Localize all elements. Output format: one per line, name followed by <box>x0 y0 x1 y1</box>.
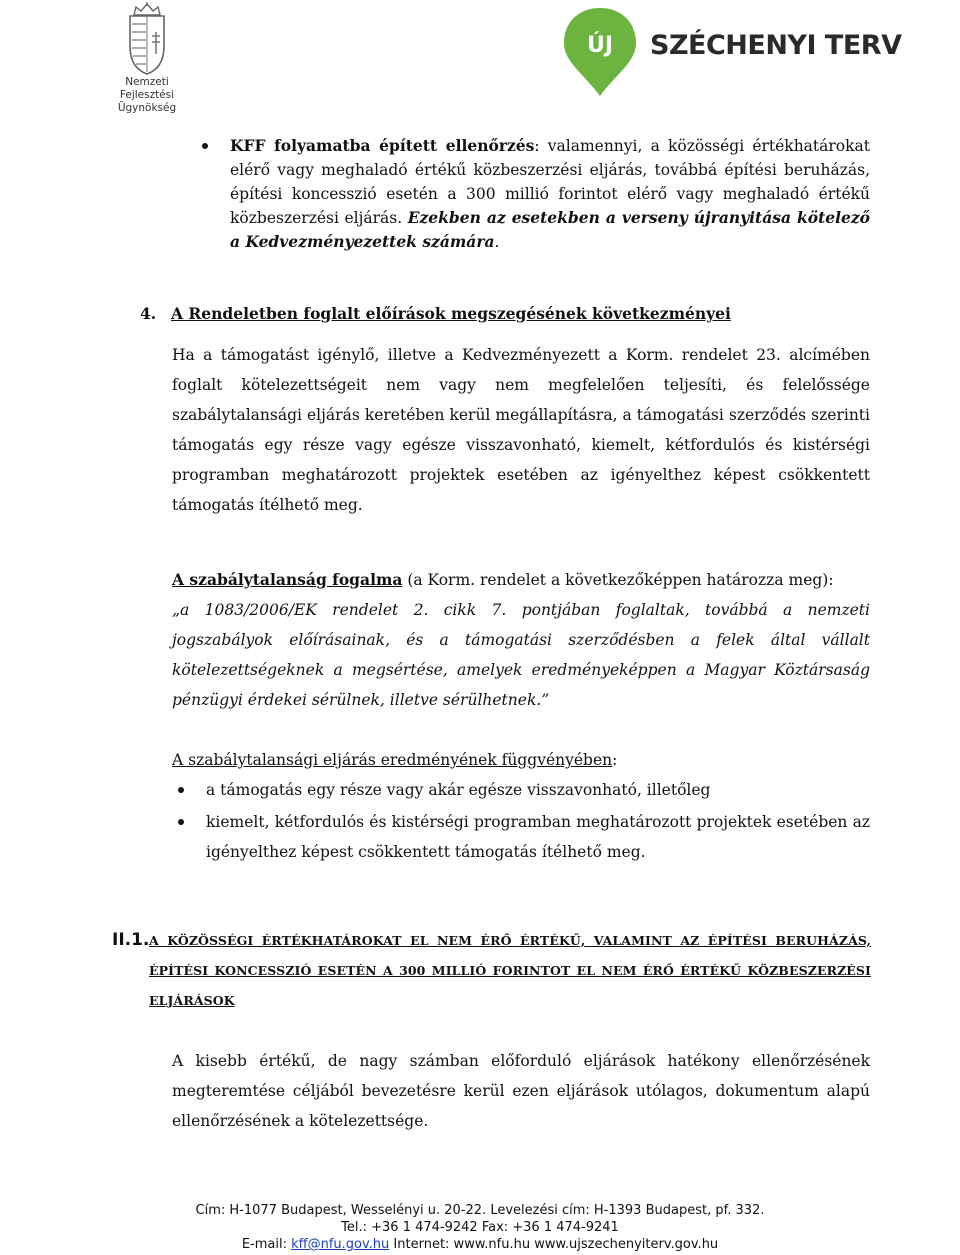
kff-text: : valamennyi, a közösségi értékhatárokat elérő vagy meghaladó értékű közbeszerzési eljárás, továbbá építési beruházás, építési koncesszió esetén a 300 millió forintot elérő vagy meghaladó értékű közbeszerzési eljárás. <box>230 137 870 227</box>
nfu-logo-text <box>92 76 202 115</box>
section-4-title: A Rendeletben foglalt előírások megszegésének következményei <box>171 304 731 323</box>
kff-bullet-paragraph <box>230 134 870 254</box>
kff-emphasis: Ezekben az esetekben a verseny újranyitása kötelező a Kedvezményezettek számára <box>230 208 870 251</box>
section-4-paragraph: Ha a támogatást igénylő, illetve a Kedvezményezett a Korm. rendelet 23. alcímében foglalt kötelezettségeit nem vagy nem megfelelően teljesíti, és felelőssége szabálytalansági eljárás keretében kerül megállapításra, a támogatási szerződés szerinti támogatás egy része vagy egésze visszavonható, kiemelt, kétfordulós és kistérségi programban meghatározott projektek esetében az igényelthez képest csökkentett támogatás ítélhető meg. <box>172 346 870 514</box>
definition-intro <box>172 565 870 595</box>
section-2-1-title: A KÖZÖSSÉGI ÉRTÉKHATÁROKAT EL NEM ÉRŐ ÉRTÉKŰ, VALAMINT AZ ÉPÍTÉSI BERUHÁZÁS, ÉPÍTÉSI KONCESSZIÓ ESETÉN A 300 MILLIÓ FORINTOT EL NEM ÉRŐ ÉRTÉKŰ KÖZBESZERZÉSI ELJÁRÁSOK <box>149 933 871 1008</box>
footer-internet: Internet: www.nfu.hu <box>389 1237 535 1252</box>
nfu-logo-line2: Fejlesztési Ügynökség <box>117 89 177 114</box>
szechenyi-badge-text: ÚJ <box>586 33 614 58</box>
footer-phone: Tel.: +36 1 474-9242 Fax: +36 1 474-9241 <box>341 1220 619 1235</box>
section-4-heading <box>140 304 900 323</box>
nfu-logo <box>92 0 202 114</box>
page-header <box>0 0 960 120</box>
nfu-logo-line1: Nemzeti <box>125 76 169 88</box>
bullet-icon <box>178 819 184 825</box>
section-4-number: 4. <box>140 304 157 323</box>
outcome-colon: : <box>612 751 618 769</box>
kff-label: KFF folyamatba épített ellenőrzés <box>230 136 535 155</box>
kff-end: . <box>494 233 500 251</box>
definition-label: A szabálytalanság fogalma <box>172 570 403 589</box>
map-pin-icon <box>560 4 640 100</box>
definition-quote: „a 1083/2006/EK rendelet 2. cikk 7. pontjában foglaltak, továbbá a nemzeti jogszabályok előírásainak, és a támogatási szerződésben a felek által vállalt kötelezettségeknek a megsértése, amelyek eredményeképpen a Magyar Köztársaság pénzügyi érdekei sérülnek, illetve sérülhetnek.” <box>172 601 870 709</box>
outcome-label: A szabálytalansági eljárás eredményének függvényében <box>172 751 613 769</box>
footer-address: Cím: H-1077 Budapest, Wesselényi u. 20-22. Levelezési cím: H-1393 Budapest, pf. 332. <box>195 1203 765 1218</box>
outcome-intro <box>172 745 870 775</box>
outcome-item-1: a támogatás egy része vagy akár egésze visszavonható, illetőleg <box>206 781 711 799</box>
page-footer <box>0 1202 960 1253</box>
bullet-icon <box>202 143 208 149</box>
footer-email-link[interactable]: kff@nfu.gov.hu <box>291 1237 390 1252</box>
footer-website: www.ujszechenyiterv.gov.hu <box>534 1237 719 1252</box>
szechenyi-terv-logo <box>560 4 902 104</box>
outcome-item-2: kiemelt, kétfordulós és kistérségi programban meghatározott projektek esetében az igényelthez képest csökkentett támogatás ítélhető meg. <box>206 813 870 861</box>
definition-intro-text: (a Korm. rendelet a következőképpen határozza meg): <box>402 571 834 589</box>
szechenyi-terv-title: SZÉCHENYI TERV <box>650 30 902 61</box>
section-2-1-paragraph: A kisebb értékű, de nagy számban előforduló eljárások hatékony ellenőrzésének megteremtése céljából bevezetésre kerül ezen eljárások utólagos, dokumentum alapú ellenőrzésének a kötelezettsége. <box>172 1052 870 1130</box>
footer-email-label: E-mail: <box>241 1237 292 1252</box>
section-2-1-number: II.1. <box>112 930 150 950</box>
footer-contacts <box>0 1236 960 1253</box>
hungarian-coat-of-arms-icon <box>120 2 174 76</box>
bullet-icon <box>178 787 184 793</box>
